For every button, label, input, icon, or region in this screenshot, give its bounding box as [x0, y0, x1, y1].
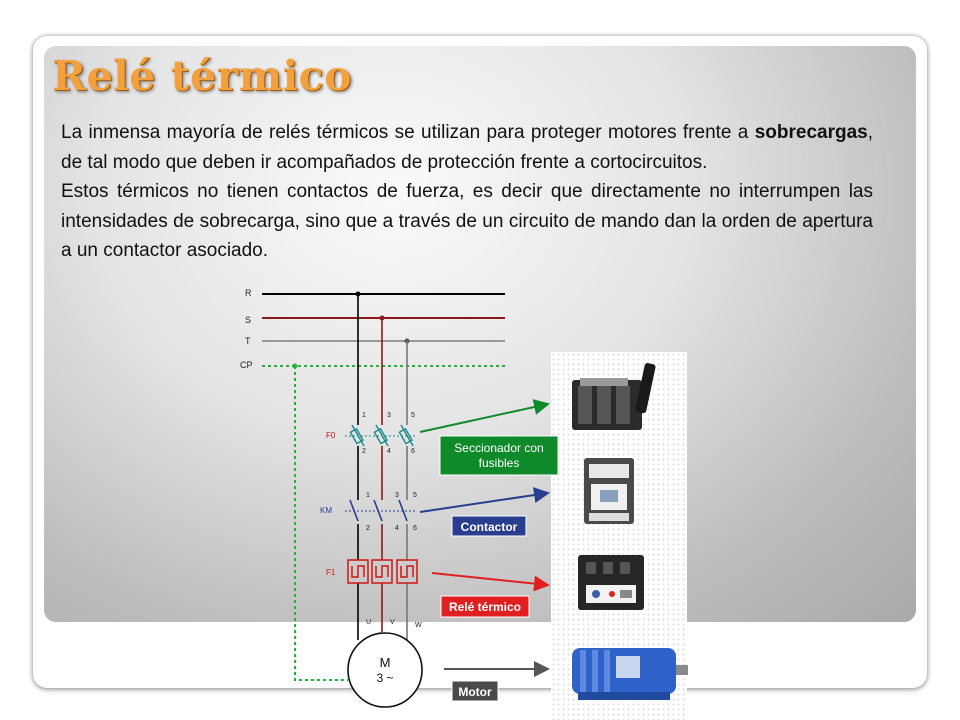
photo-contactor: [584, 458, 634, 524]
f0-terminal-4: 4: [387, 448, 391, 455]
f0-terminal-3: 3: [387, 412, 391, 419]
paragraph-contactos: Estos térmicos no tienen contactos de fuerza, es decir que directamente no interrumpen las intensidades de sobrecarga, sino que a través de un circuito de mando dan la orden de apertura a un contactor asociado.: [61, 181, 873, 261]
f0-terminal-1: 1: [362, 412, 366, 419]
km-terminal-3: 3: [395, 492, 399, 499]
callout-motor-text: Motor: [458, 685, 492, 699]
km-terminal-5: 5: [413, 492, 417, 499]
junction-dots: [293, 292, 410, 369]
f0-label: F0: [326, 431, 336, 440]
phase-conductors: [358, 294, 407, 640]
km-label: KM: [320, 506, 332, 515]
fuse-disconnector-f0: [326, 412, 415, 455]
photo-thermal-relay: [578, 555, 644, 610]
slide-title: Relé térmico: [52, 52, 352, 100]
photo-fuse-disconnector: [572, 363, 656, 430]
output-w: W: [415, 622, 422, 629]
contactor-km: [320, 492, 417, 532]
output-u: U: [366, 619, 372, 626]
f1-label: F1: [326, 568, 336, 577]
km-terminal-2: 2: [366, 525, 370, 532]
km-terminal-4: 4: [395, 525, 399, 532]
f0-terminal-2: 2: [362, 448, 366, 455]
callout-motor: [444, 669, 548, 701]
line-t-label: T: [245, 336, 251, 346]
f0-terminal-5: 5: [411, 412, 415, 419]
line-cp-label: CP: [240, 360, 253, 370]
callout-seccionador-line2: fusibles: [478, 456, 520, 470]
supply-lines: [240, 288, 505, 370]
callout-contactor-text: Contactor: [460, 520, 518, 534]
motor-symbol: [348, 633, 422, 707]
earth-conductor: [295, 366, 348, 680]
output-v: V: [390, 619, 395, 626]
km-terminal-1: 1: [366, 492, 370, 499]
paragraph1-bold-term: sobrecargas: [754, 122, 868, 143]
callout-contactor: [420, 493, 548, 536]
photo-motor: [572, 648, 688, 700]
motor-label-m: M: [379, 655, 391, 670]
paragraph1-part2: , de tal modo que deben ir acompañados de protección frente a cortocircuitos.: [61, 122, 873, 173]
callout-rele-text: Relé térmico: [448, 600, 522, 614]
line-r-label: R: [245, 288, 252, 298]
paragraph1-part1: La inmensa mayoría de relés térmicos se utilizan para proteger motores frente a: [61, 122, 755, 143]
callout-seccionador-line1: Seccionador con: [454, 441, 544, 455]
f0-terminal-6: 6: [411, 448, 415, 455]
km-terminal-6: 6: [413, 525, 417, 532]
motor-label-phases: 3 ~: [376, 671, 394, 685]
callout-seccionador: [420, 404, 558, 475]
line-s-label: S: [245, 315, 252, 325]
callout-rele-termico: [432, 573, 548, 617]
